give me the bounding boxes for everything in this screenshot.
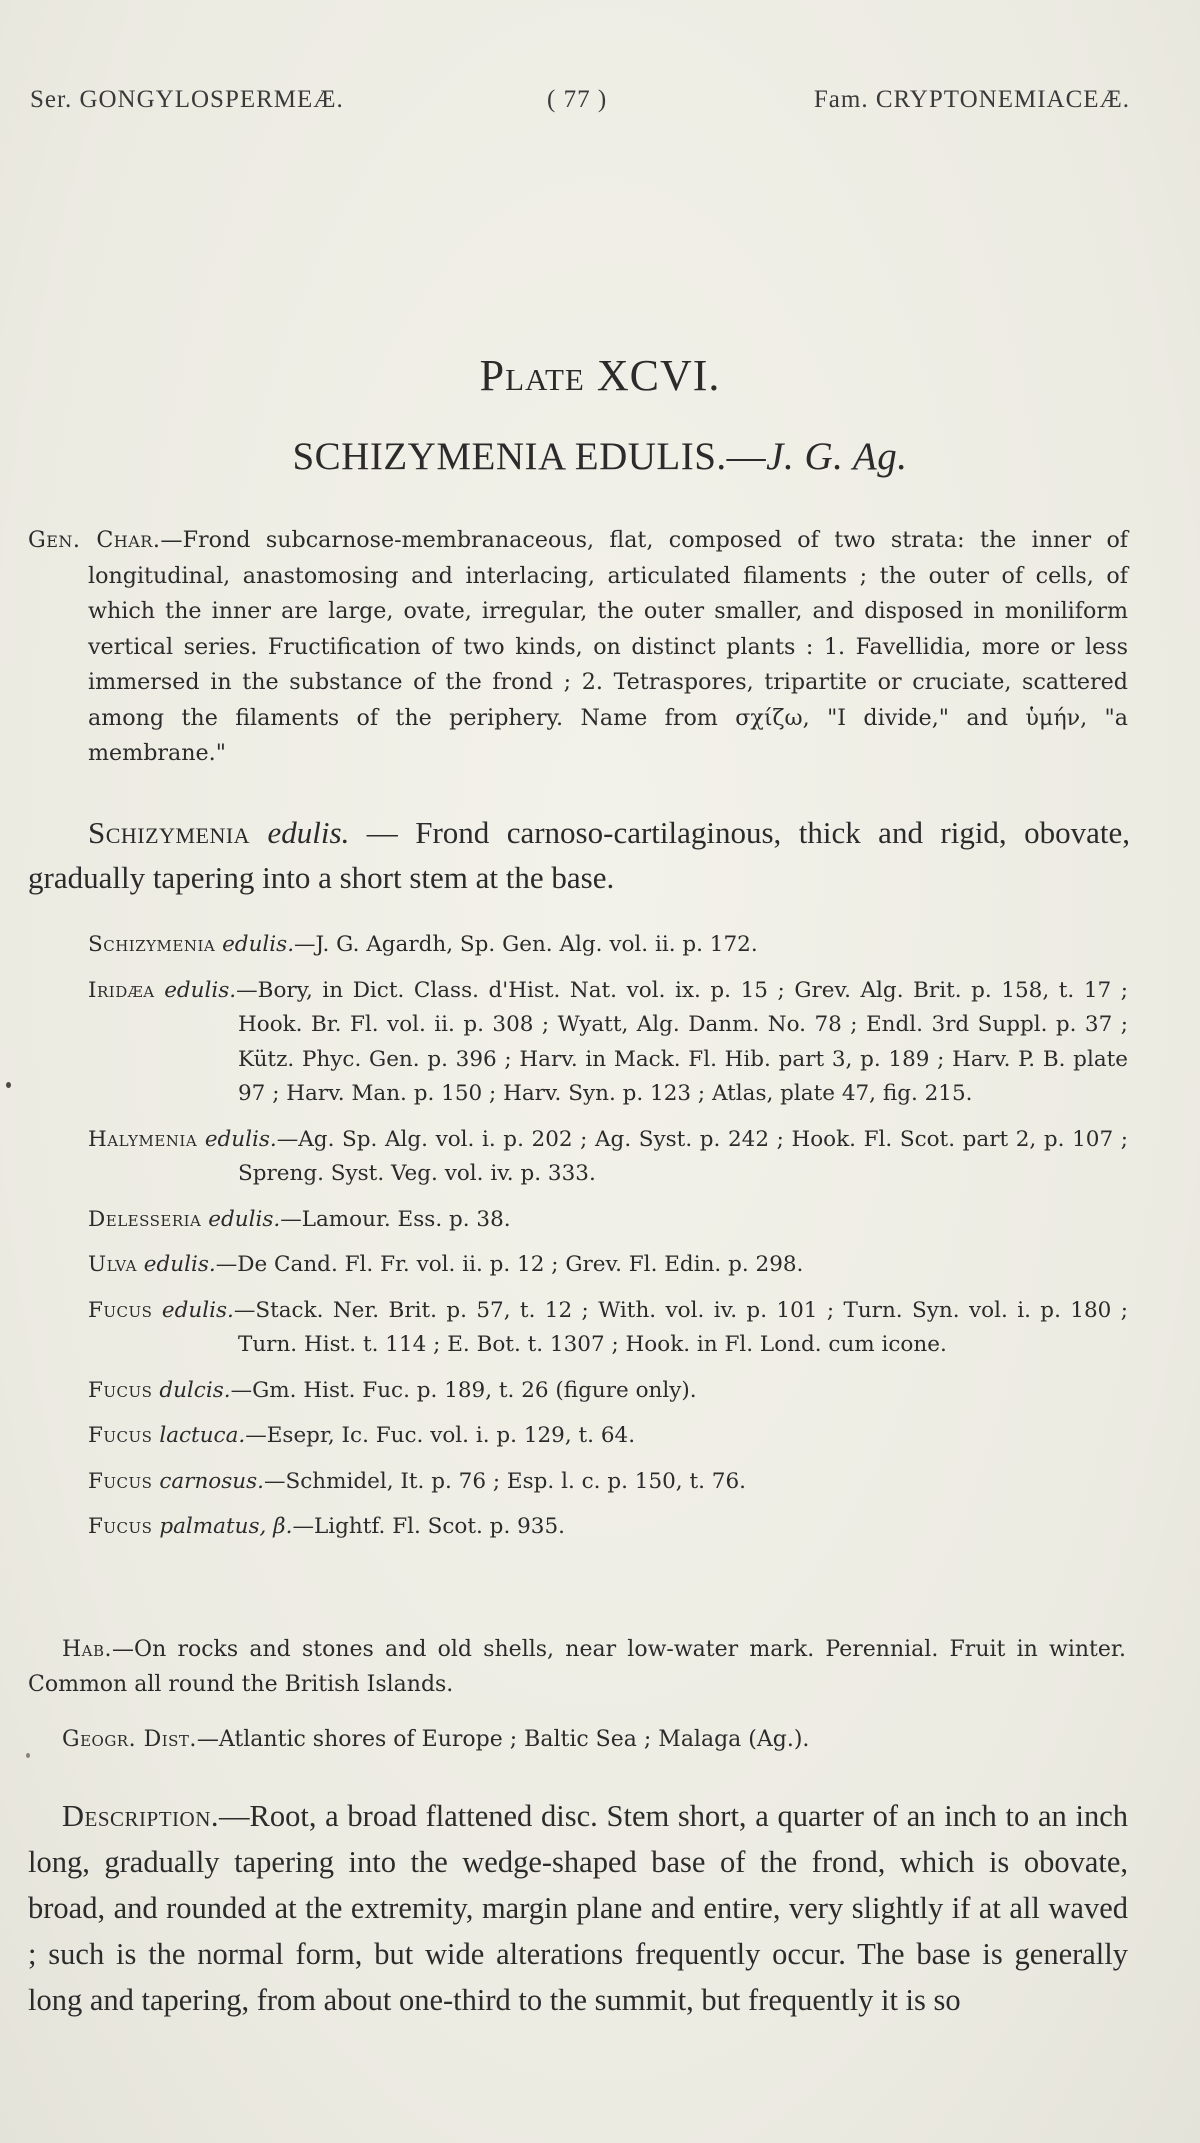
- generic-character-paragraph: [28, 523, 1128, 772]
- species-title-authority: J. G. Ag.: [766, 435, 908, 478]
- generic-character-text: —Frond subcarnose-membranaceous, flat, composed of two strata: the inner of longitudinal, anastomosing and interlacing, articulated filaments ; the outer of cells, of which the inner are large, ovate, irregular, the outer smaller, and disposed in moniliform vertical series. Fructification of two kinds, on distinct plants : 1. Favellidia, more or less immersed in the substance of the frond ; 2. Tetraspores, tripartite or cruciate, scattered among the filaments of the periphery. Name from σχίζω, "I divide," and ὑμήν, "a membrane.": [88, 527, 1129, 766]
- synonym-entry: Fucus palmatus, β.—Lightf. Fl. Scot. p. 935.: [88, 1514, 565, 1539]
- ink-spot: [26, 1753, 30, 1758]
- geographic-distribution-text: —Atlantic shores of Europe ; Baltic Sea ; Malaga (Ag.).: [196, 1727, 810, 1752]
- geographic-distribution: [62, 1722, 1122, 1757]
- generic-character: [28, 523, 1128, 772]
- running-header: [30, 86, 1130, 116]
- description-paragraph: [28, 1793, 1128, 2023]
- header-series: Ser. GONGYLOSPERMEÆ.: [30, 86, 344, 113]
- synonym-entry: Ulva edulis.—De Cand. Fl. Fr. vol. ii. p. 12 ; Grev. Fl. Edin. p. 298.: [88, 1252, 804, 1277]
- ink-spot: [6, 1082, 11, 1088]
- synonym-entry: Fucus dulcis.—Gm. Hist. Fuc. p. 189, t. 26 (figure only).: [88, 1377, 697, 1403]
- species-title: [0, 434, 1200, 479]
- description-text: —Root, a broad flattened disc. Stem short, a quarter of an inch to an inch long, gradually tapering into the wedge-shaped base of the frond, which is obovate, broad, and rounded at the extremity, margin plane and entire, very slightly if at all waved ; such is the normal form, but wide alterations frequently occur. The base is generally long and tapering, from about one-third to the summit, but frequently it is so: [28, 1799, 1128, 2017]
- species-diagnosis: [28, 810, 1130, 900]
- habitat-text: —On rocks and stones and old shells, near low-water mark. Perennial. Fruit in winter. Common all round the British Islands.: [28, 1637, 1126, 1697]
- plate-title: Plate XCVI.: [479, 351, 721, 400]
- header-family: Fam. CRYPTONEMIACEÆ.: [813, 86, 1130, 113]
- geographic-distribution-lead: Geogr. Dist.: [62, 1727, 197, 1752]
- synonym-entry: Fucus carnosus.—Schmidel, It. p. 76 ; Esp. l. c. p. 150, t. 76.: [88, 1468, 746, 1494]
- habitat-lead: Hab.: [62, 1637, 113, 1662]
- species-diagnosis-text: — Frond carnoso-cartilaginous, thick and rigid, obovate, gradually tapering into a short stem at the base.: [28, 815, 1131, 895]
- synonymy-list: [88, 928, 1128, 1556]
- synonym-entry: Fucus lactuca.—Esepr, Ic. Fuc. vol. i. p. 129, t. 64.: [88, 1423, 636, 1448]
- synonym-entry: Fucus edulis.—Stack. Ner. Brit. p. 57, t. 12 ; With. vol. iv. p. 101 ; Turn. Syn. vol. i. p. 180 ; Turn. Hist. t. 114 ; E. Bot. t. 1307 ; Hook. in Fl. Lond. cum icone.: [88, 1297, 1128, 1357]
- species-diagnosis-species: edulis.: [267, 815, 350, 850]
- description-lead: Description.: [62, 1799, 219, 1833]
- generic-character-lead: Gen. Char.: [28, 527, 161, 553]
- synonym-entry: Iridæa edulis.—Bory, in Dict. Class. d'Hist. Nat. vol. ix. p. 15 ; Grev. Alg. Brit. p. 158, t. 17 ; Hook. Br. Fl. vol. ii. p. 308 ; Wyatt, Alg. Danm. No. 78 ; Endl. 3rd Suppl. p. 37 ; Kütz. Phyc. Gen. p. 396 ; Harv. in Mack. Fl. Hib. part 3, p. 189 ; Harv. P. B. plate 97 ; Harv. Man. p. 150 ; Harv. Syn. p. 123 ; Atlas, plate 47, fig. 215.: [88, 977, 1128, 1106]
- synonym-entry: Schizymenia edulis.—J. G. Agardh, Sp. Gen. Alg. vol. ii. p. 172.: [88, 932, 758, 957]
- page-number: ( 77 ): [547, 86, 608, 113]
- species-diagnosis-genus: Schizymenia: [88, 815, 251, 850]
- habitat-paragraph: [28, 1632, 1126, 1702]
- synonym-entry: Delesseria edulis.—Lamour. Ess. p. 38.: [88, 1206, 511, 1232]
- synonym-entry: Halymenia edulis.—Ag. Sp. Alg. vol. i. p. 202 ; Ag. Syst. p. 242 ; Hook. Fl. Scot. part 2, p. 107 ; Spreng. Syst. Veg. vol. iv. p. 333.: [88, 1126, 1128, 1186]
- species-title-name: SCHIZYMENIA EDULIS.—: [292, 435, 767, 478]
